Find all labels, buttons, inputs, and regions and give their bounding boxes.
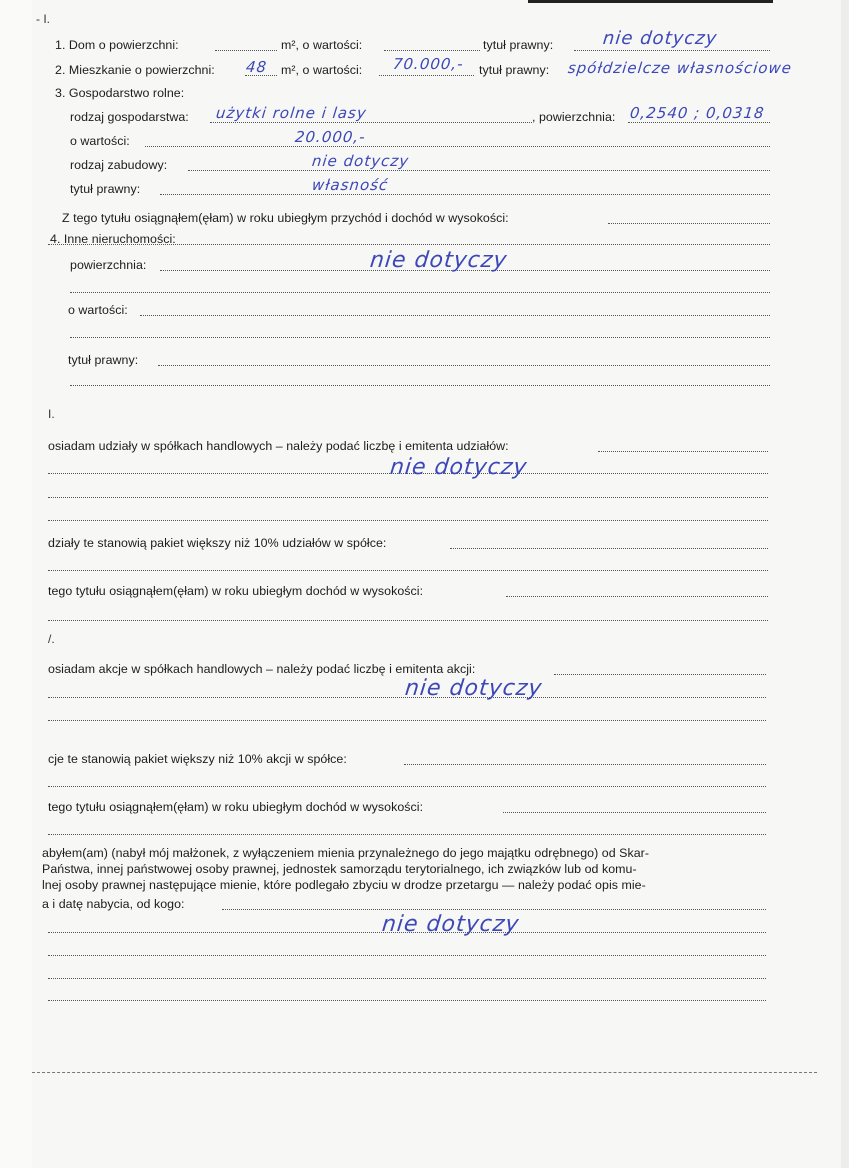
acquired-handwriting: nie dotyczy xyxy=(380,912,521,937)
stocks-pakiet-line xyxy=(48,786,766,787)
apartment-title-handwriting: spółdzielcze własnościowe xyxy=(567,59,794,77)
farm-type-field xyxy=(210,122,532,123)
page-right-shadow xyxy=(841,0,849,1168)
other-value-line xyxy=(70,337,770,338)
stocks-income-line xyxy=(48,834,766,835)
farm-title-field xyxy=(160,194,770,195)
shares-pakiet-line xyxy=(48,570,768,571)
house-unit-label: m², o wartości: xyxy=(281,38,363,52)
other-value-label: o wartości: xyxy=(68,303,128,317)
apartment-value-field xyxy=(379,75,474,76)
house-label: 1. Dom o powierzchni: xyxy=(55,38,179,52)
shares-line-3 xyxy=(48,520,768,521)
farm-value-label: o wartości: xyxy=(70,134,130,148)
shares-pakiet-text: działy te stanowią pakiet większy niż 10% udziałów w spółce: xyxy=(48,536,387,550)
farm-area-field xyxy=(628,122,770,123)
apartment-area-handwriting: 48 xyxy=(245,58,269,76)
shares-income-text: tego tytułu osiągnąłem(ęłam) w roku ubiegłym dochód w wysokości: xyxy=(48,584,424,598)
shares-handwriting: nie dotyczy xyxy=(388,455,529,480)
other-title-field xyxy=(158,365,770,366)
acquired-line-2: Państwa, innej państwowej osoby prawnej, jednostek samorządu terytorialnego, ich związków lub od komu- xyxy=(42,862,637,876)
acquired-field xyxy=(222,909,766,910)
farm-income-field xyxy=(608,223,770,224)
bottom-dashed-rule xyxy=(32,1072,817,1073)
farm-income-text: Z tego tytułu osiągnąłem(ęłam) w roku ubiegłym przychód i dochód w wysokości: xyxy=(62,211,509,225)
top-border-line xyxy=(528,0,773,3)
house-value-field xyxy=(384,50,480,51)
house-area-field xyxy=(215,50,277,51)
shares-text: osiadam udziały w spółkach handlowych – należy podać liczbę i emitenta udziałów: xyxy=(48,439,509,453)
farm-area-handwriting: 0,2540 ; 0,0318 xyxy=(629,104,766,122)
other-label: 4. Inne nieruchomości: xyxy=(50,232,176,246)
shares-marker: I. xyxy=(48,407,55,421)
other-area-label: powierzchnia: xyxy=(70,258,147,272)
farm-value-handwriting: 20.000,- xyxy=(294,128,367,146)
stocks-marker: /. xyxy=(48,632,55,646)
shares-income-line xyxy=(48,620,768,621)
farm-buildings-field xyxy=(188,170,770,171)
other-title-line xyxy=(70,385,770,386)
acquired-line-1: abyłem(am) (nabył mój małżonek, z wyłączeniem mienia przynależnego do jego majątku odrębnego) od Skar- xyxy=(42,846,650,860)
stocks-line-2 xyxy=(48,720,766,721)
acquired-line-4: a i datę nabycia, od kogo: xyxy=(42,897,185,911)
stocks-pakiet-text: cje te stanowią pakiet większy niż 10% akcji w spółce: xyxy=(48,752,347,766)
section-marker: - I. xyxy=(36,12,50,26)
page-left-margin xyxy=(0,0,32,1168)
stocks-pakiet-field xyxy=(404,764,766,765)
apartment-unit-label: m², o wartości: xyxy=(281,63,363,77)
stocks-income-field xyxy=(503,812,766,813)
other-area-line xyxy=(70,292,770,293)
shares-field xyxy=(598,451,768,452)
apartment-title-label: tytuł prawny: xyxy=(479,63,550,77)
stocks-field xyxy=(554,674,766,675)
apartment-value-handwriting: 70.000,- xyxy=(392,55,465,73)
farm-type-handwriting: użytki rolne i lasy xyxy=(215,104,368,122)
farm-buildings-handwriting: nie dotyczy xyxy=(311,152,411,170)
stocks-income-text: tego tytułu osiągnąłem(ęłam) w roku ubiegłym dochód w wysokości: xyxy=(48,800,424,814)
apartment-label: 2. Mieszkanie o powierzchni: xyxy=(55,63,215,77)
acquired-line-c xyxy=(48,978,766,979)
farm-label: 3. Gospodarstwo rolne: xyxy=(55,86,185,100)
shares-pakiet-field xyxy=(450,548,768,549)
stocks-handwriting: nie dotyczy xyxy=(403,676,544,701)
other-area-handwriting: nie dotyczy xyxy=(368,248,509,273)
house-title-label: tytuł prawny: xyxy=(483,38,554,52)
farm-area-label: , powierzchnia: xyxy=(532,110,616,124)
farm-buildings-label: rodzaj zabudowy: xyxy=(70,158,168,172)
farm-type-label: rodzaj gospodarstwa: xyxy=(70,110,189,124)
shares-line-2 xyxy=(48,497,768,498)
house-title-handwriting: nie dotyczy xyxy=(601,28,719,49)
shares-income-field xyxy=(506,596,768,597)
house-title-field xyxy=(574,50,770,51)
other-value-field xyxy=(140,315,770,316)
acquired-line-3: lnej osoby prawnej następujące mienie, które podlegało zbyciu w drodze przetargu — należy podać opis mie- xyxy=(42,878,646,892)
farm-title-label: tytuł prawny: xyxy=(70,182,141,196)
farm-title-handwriting: własność xyxy=(311,176,390,194)
stocks-text: osiadam akcje w spółkach handlowych – należy podać liczbę i emitenta akcji: xyxy=(48,662,476,676)
acquired-line-d xyxy=(48,1000,766,1001)
other-title-label: tytuł prawny: xyxy=(68,353,139,367)
acquired-line-b xyxy=(48,955,766,956)
farm-value-field xyxy=(145,146,770,147)
